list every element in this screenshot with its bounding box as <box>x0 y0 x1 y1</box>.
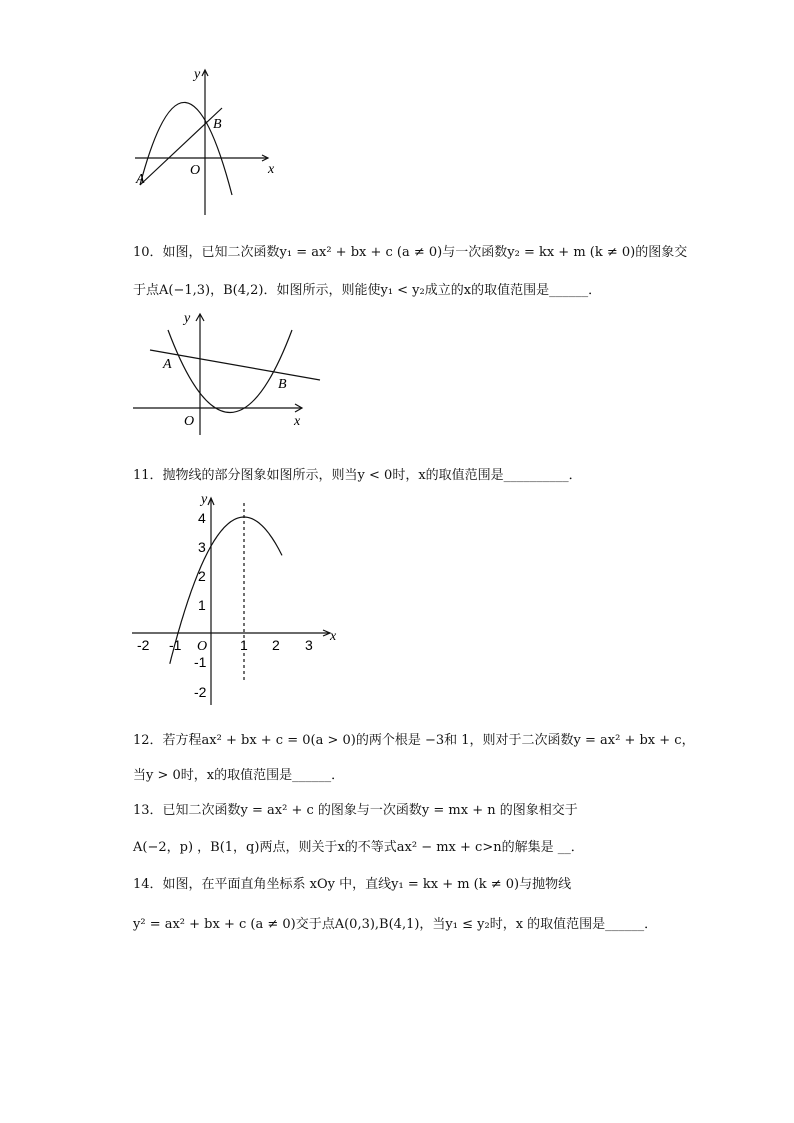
q10-line1: 10．如图，已知二次函数y₁ = ax² + bx + c (a ≠ 0)与一次函数y₂ = kx + m (k ≠ 0)的图象交 <box>133 245 688 260</box>
parabola <box>170 517 282 664</box>
x-tick: -1 <box>169 637 182 653</box>
point-b-label: B <box>213 117 222 132</box>
figure-q10-graph <box>125 305 325 435</box>
y-label: y <box>184 311 191 326</box>
figure-q9-graph <box>125 60 295 220</box>
x-tick: 3 <box>305 637 313 653</box>
y-label: y <box>194 67 201 82</box>
x-label: x <box>330 629 337 644</box>
line <box>150 350 320 380</box>
x-label: x <box>294 414 301 429</box>
q12-line2: 当y > 0时，x的取值范围是______． <box>133 768 345 783</box>
q10-line2: 于点A(−1,3)，B(4,2)．如图所示，则能使y₁ < y₂成立的x的取值范围是______． <box>133 283 602 298</box>
origin-label: O <box>184 414 195 429</box>
origin-label: O <box>190 163 201 178</box>
x-label: x <box>268 162 275 177</box>
point-b-label: B <box>278 377 287 392</box>
x-tick: 1 <box>240 637 248 653</box>
point-a-label: A <box>163 357 172 372</box>
q14-line2: y² = ax² + bx + c (a ≠ 0)交于点A(0,3),B(4,1)，当y₁ ≤ y₂时，x 的取值范围是______． <box>133 917 658 932</box>
origin-label: O <box>197 639 208 654</box>
figure-q11-graph <box>125 488 345 708</box>
q14-line1: 14．如图，在平面直角坐标系 xOy 中，直线y₁ = kx + m (k ≠ 0)与抛物线 <box>133 877 572 892</box>
q13-line2: A(−2，p) ，B(1，q)两点，则关于x的不等式ax² − mx + c>n的解集是 __． <box>133 840 584 855</box>
x-tick: 2 <box>272 637 280 653</box>
point-a-label: A <box>136 172 145 187</box>
y-tick: 4 <box>198 510 206 526</box>
q12-line1: 12．若方程ax² + bx + c = 0(a > 0)的两个根是 −3和 1，则对于二次函数y = ax² + bx + c， <box>133 733 695 748</box>
y-tick: -2 <box>194 684 207 700</box>
y-tick: 3 <box>198 539 206 555</box>
y-tick: -1 <box>194 654 207 670</box>
y-label: y <box>201 492 208 507</box>
y-tick: 1 <box>198 597 206 613</box>
y-tick: 2 <box>198 568 206 584</box>
x-tick: -2 <box>137 637 150 653</box>
q11-line1: 11．抛物线的部分图象如图所示，则当y < 0时，x的取值范围是__________． <box>133 468 582 483</box>
q13-line1: 13．已知二次函数y = ax² + c 的图象与一次函数y = mx + n 的图象相交于 <box>133 803 578 818</box>
